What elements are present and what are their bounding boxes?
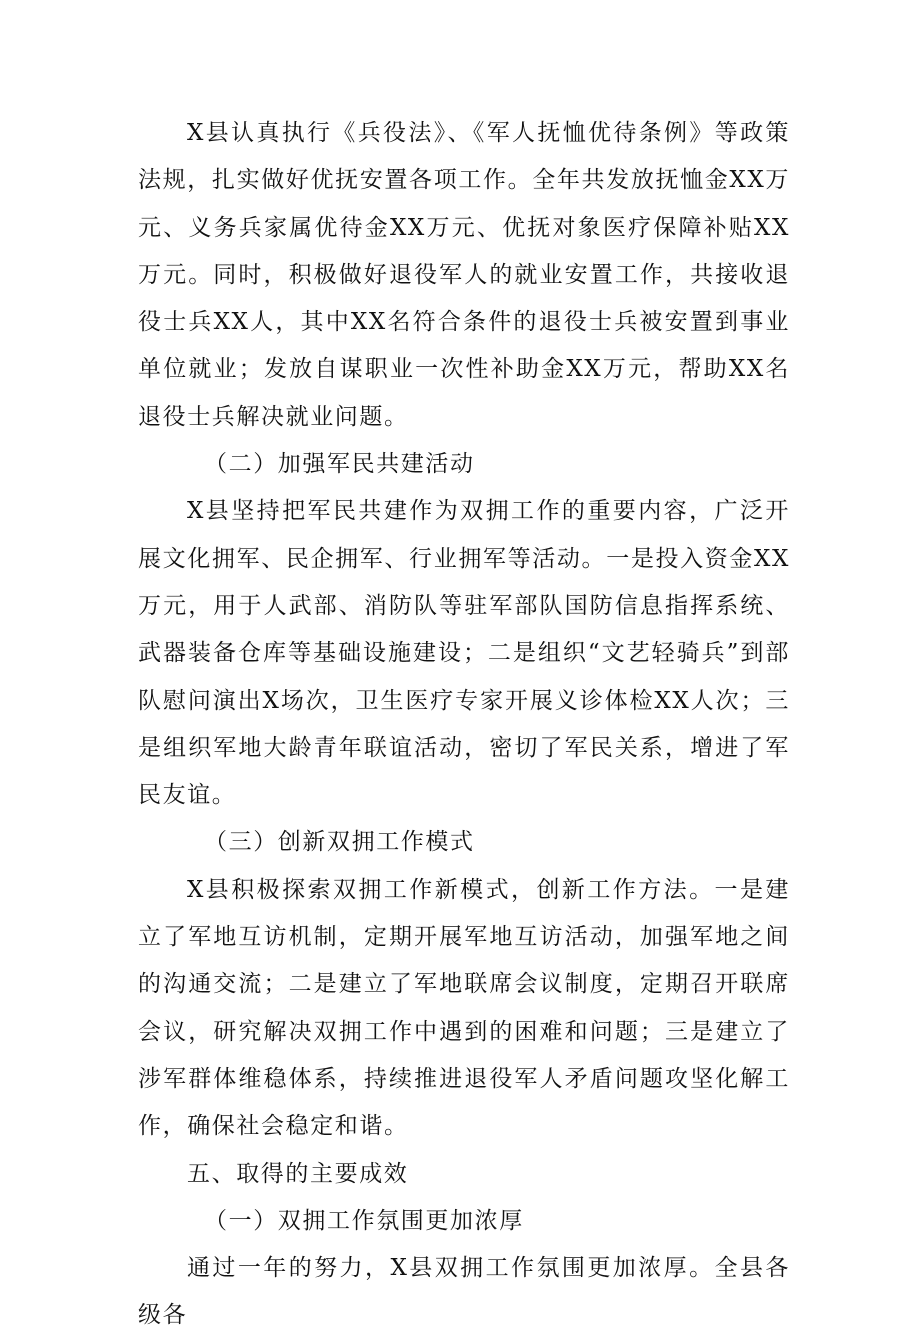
paragraph-atmosphere-intro: 通过一年的努力，X县双拥工作氛围更加浓厚。全县各级各 — [138, 1255, 790, 1329]
subheading-stronger-atmosphere: （一）双拥工作氛围更加浓厚 — [204, 1207, 524, 1234]
document-page — [138, 110, 790, 1340]
paragraph-preferential-care: X县认真执行《兵役法》、《军人抚恤优待条例》等政策法规，扎实做好优抚安置各项工作。全年共发放抚恤金XX万元、义务兵家属优待金XX万元、优抚对象医疗保障补贴XX万元。同时，积极做好退役军人的就业安置工作，共接收退役士兵XX人，其中XX名符合条件的退役士兵被安置到事业单位就业；发放自谋职业一次性补助金XX万元，帮助XX名退役士兵解决就业问题。 — [138, 120, 790, 430]
subheading-innovate-work-model: （三）创新双拥工作模式 — [204, 829, 475, 856]
paragraph-new-work-model: X县积极探索双拥工作新模式，创新工作方法。一是建立了军地互访机制，定期开展军地互访活动，加强军地之间的沟通交流；二是建立了军地联席会议制度，定期召开联席会议，研究解决双拥工作中遇到的困难和问题；三是建立了涉军群体维稳体系，持续推进退役军人矛盾问题攻坚化解工作，确保社会稳定和谐。 — [138, 876, 790, 1140]
section-heading-main-achievements: 五、取得的主要成效 — [187, 1160, 409, 1187]
paragraph-coconstruction-activities: X县坚持把军民共建作为双拥工作的重要内容，广泛开展文化拥军、民企拥军、行业拥军等活动。一是投入资金XX万元，用于人武部、消防队等驻军部队国防信息指挥系统、武器装备仓库等基础设施建设；二是组织“文艺轻骑兵”到部队慰问演出X场次，卫生医疗专家开展义诊体检XX人次；三是组织军地大龄青年联谊活动，密切了军民关系，增进了军民友谊。 — [138, 498, 790, 809]
subheading-civil-military-coconstruction: （二）加强军民共建活动 — [204, 451, 475, 478]
